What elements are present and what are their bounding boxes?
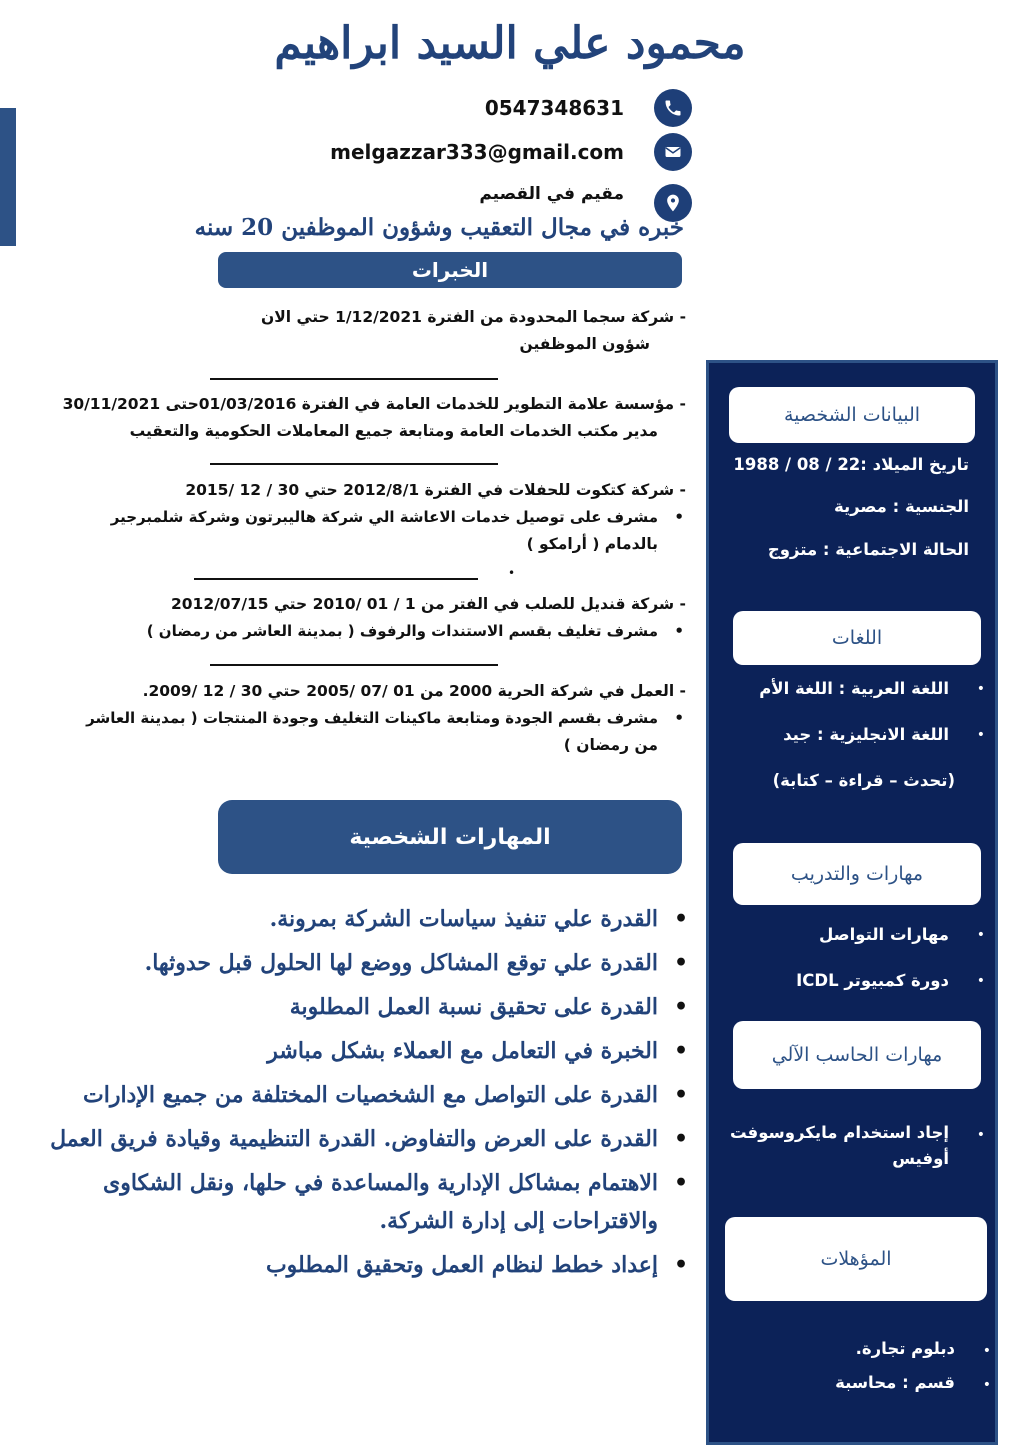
experience-item-heading: - شركة قنديل للصلب في الفتر من 1 / 01 /2010 حتي 2012/07/15 bbox=[170, 595, 686, 613]
training-item: دورة كمبيوتر ICDL bbox=[796, 971, 949, 990]
bullet: • bbox=[982, 1377, 991, 1393]
skills-section-title: المهارات الشخصية bbox=[218, 800, 682, 874]
bullet: • bbox=[976, 973, 985, 989]
bullet: • bbox=[976, 681, 985, 697]
experience-item-heading: - شركة سجما المحدودة من الفترة 1/12/2021 حتي الان bbox=[261, 308, 686, 326]
experience-section-title: الخبرات bbox=[218, 252, 682, 288]
divider bbox=[210, 378, 498, 380]
experience-item bbox=[111, 477, 686, 558]
candidate-name: محمود علي السيد ابراهيم bbox=[274, 18, 746, 69]
email-address[interactable]: melgazzar333@gmail.com bbox=[330, 140, 624, 164]
left-accent-bar bbox=[0, 108, 16, 246]
experience-item bbox=[261, 304, 686, 358]
experience-item bbox=[86, 678, 686, 759]
qualification-item: دبلوم تجارة. bbox=[855, 1339, 955, 1358]
skills-list bbox=[28, 900, 688, 1290]
experience-item-bullet: • مشرف على توصيل خدمات الاعاشة الي شركة هاليبرتون وشركة شلمبرجير bbox=[111, 504, 686, 531]
envelope-icon bbox=[654, 133, 692, 171]
location-text: مقيم في القصيم bbox=[479, 184, 624, 204]
marital-status: الحالة الاجتماعية : متزوج bbox=[767, 540, 969, 559]
experience-item-heading: - مؤسسة علامة التطوير للخدمات العامة في الفترة 01/03/2016حتى 30/11/2021 bbox=[62, 395, 686, 413]
skill-item: • القدرة على تحقيق نسبة العمل المطلوبة bbox=[28, 988, 688, 1026]
qualifications-title: المؤهلات bbox=[725, 1217, 987, 1301]
skill-item: • القدرة على التواصل مع الشخصيات المختلفة من جميع الإدارات bbox=[28, 1076, 688, 1114]
birth-date: تاريخ الميلاد :22 / 08 / 1988 bbox=[733, 455, 969, 474]
personal-info-title: البيانات الشخصية bbox=[729, 387, 975, 443]
divider bbox=[194, 578, 478, 580]
experience-item-role: مدير مكتب الخدمات العامة ومتابعة جميع المعاملات الحكومية والتعقيب bbox=[129, 422, 658, 440]
languages-title: اللغات bbox=[733, 611, 981, 665]
language-arabic: اللغة العربية : اللغة الأم bbox=[759, 679, 949, 698]
experience-item-heading: - شركة كتكوت للحفلات في الفترة 2012/8/1 حتي 30 / 12 /2015 bbox=[185, 481, 686, 499]
skill-item: • القدرة علي توقع المشاكل ووضع لها الحلول قبل حدوثها. bbox=[28, 944, 688, 982]
bullet: • bbox=[976, 727, 985, 743]
skill-item: • القدرة علي تنفيذ سياسات الشركة بمرونة. bbox=[28, 900, 688, 938]
computer-skill-line2: أوفيس bbox=[892, 1149, 949, 1168]
phone-number[interactable]: 0547348631 bbox=[484, 96, 624, 120]
skill-item: • القدرة على العرض والتفاوض. القدرة التنظيمية وقيادة فريق العمل bbox=[28, 1120, 688, 1158]
qualification-item: قسم : محاسبة bbox=[835, 1373, 955, 1392]
experience-item-role: شؤون الموظفين bbox=[519, 335, 650, 353]
experience-item-heading: - العمل في شركة الحرية 2000 من 01 /07 /2005 حتي 30 / 12 /2009. bbox=[142, 682, 686, 700]
skill-item: • الاهتمام بمشاكل الإدارية والمساعدة في حلها، ونقل الشكاوى والاقتراحات إلى إدارة الشركة. bbox=[28, 1164, 688, 1240]
skill-item: • إعداد خطط لنظام العمل وتحقيق المطلوب bbox=[28, 1246, 688, 1284]
computer-skills-title: مهارات الحاسب الآلي bbox=[733, 1021, 981, 1089]
bullet: • bbox=[976, 1127, 985, 1143]
experience-headline: خبره في مجال التعقيب وشؤون الموظفين 20 سنه bbox=[194, 214, 684, 241]
bullet: • bbox=[982, 1343, 991, 1359]
contact-email-row bbox=[330, 134, 692, 170]
sidebar-panel bbox=[706, 360, 998, 1445]
experience-item-bullet-cont: بالدمام ( أرامكو ) bbox=[526, 535, 658, 553]
experience-item bbox=[147, 591, 686, 645]
phone-icon bbox=[654, 89, 692, 127]
experience-item-bullet: • مشرف تغليف بقسم الاستندات والرفوف ( بمدينة العاشر من رمضان ) bbox=[147, 618, 686, 645]
training-title: مهارات والتدريب bbox=[733, 843, 981, 905]
divider bbox=[210, 664, 498, 666]
experience-item-bullet-cont: من رمضان ) bbox=[563, 736, 658, 754]
stray-bullet: • bbox=[508, 566, 516, 580]
divider bbox=[210, 463, 498, 465]
nationality: الجنسية : مصرية bbox=[833, 497, 969, 516]
bullet: • bbox=[976, 927, 985, 943]
language-english-detail: (تحدث – قراءة – كتابة) bbox=[772, 771, 955, 790]
contact-phone-row bbox=[485, 90, 692, 126]
skill-item: • الخبرة في التعامل مع العملاء بشكل مباشر bbox=[28, 1032, 688, 1070]
experience-item bbox=[63, 391, 686, 445]
contact-location-row bbox=[479, 176, 692, 212]
training-item: مهارات التواصل bbox=[818, 925, 949, 944]
computer-skill-line1: إجاد استخدام مايكروسوفت bbox=[729, 1123, 949, 1142]
experience-item-bullet: • مشرف بقسم الجودة ومتابعة ماكينات التغليف وجودة المنتجات ( بمدينة العاشر bbox=[86, 705, 686, 732]
language-english: اللغة الانجليزية : جيد bbox=[783, 725, 949, 744]
